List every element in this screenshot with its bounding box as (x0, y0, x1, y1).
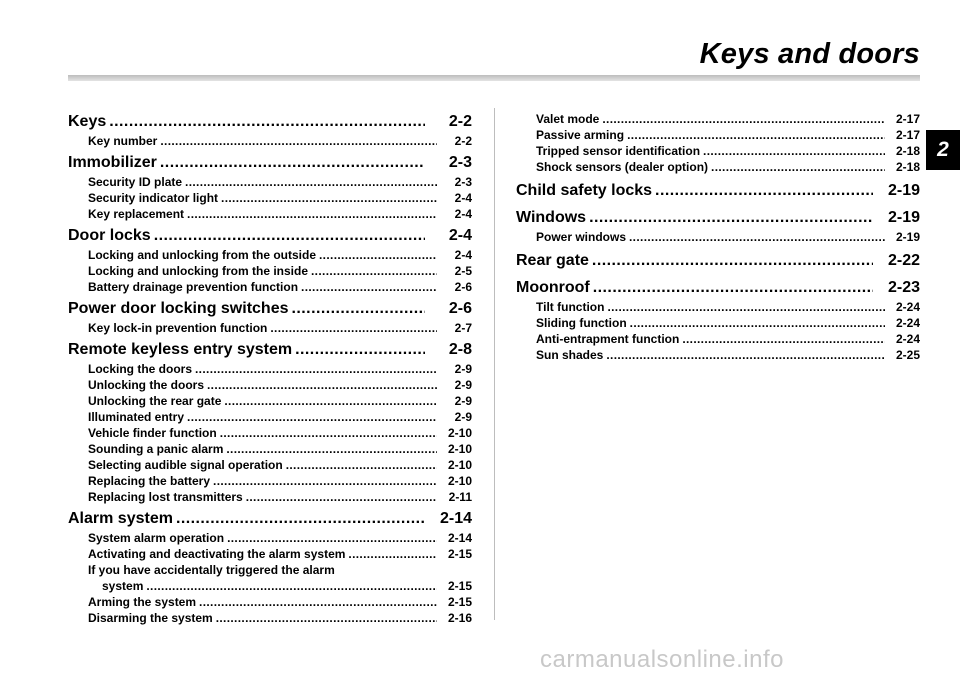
toc-item[interactable]: Key lock-in prevention function . . . 2-7 (68, 320, 472, 336)
toc-item[interactable]: Activating and deactivating the alarm system . . . 2-15 (68, 546, 472, 562)
toc-item[interactable]: Locking and unlocking from the inside . . . 2-5 (68, 263, 472, 279)
toc-section-keys[interactable]: Keys . . . 2-2 (68, 111, 472, 133)
watermark: carmanualsonline.info (540, 646, 784, 673)
toc-item[interactable]: Replacing the battery . . . 2-10 (68, 473, 472, 489)
toc-item[interactable]: Locking and unlocking from the outside . . . 2-4 (68, 247, 472, 263)
toc-item[interactable]: Anti-entrapment function . . . 2-24 (516, 331, 920, 347)
toc-item[interactable]: Vehicle finder function . . . 2-10 (68, 425, 472, 441)
toc-item[interactable]: Sounding a panic alarm . . . 2-10 (68, 441, 472, 457)
toc-item[interactable]: Sliding function . . . 2-24 (516, 315, 920, 331)
toc-item[interactable]: Passive arming . . . 2-17 (516, 127, 920, 143)
page-title: Keys and doors (699, 38, 920, 70)
toc-item[interactable]: System alarm operation . . . 2-14 (68, 530, 472, 546)
toc-item[interactable]: Tilt function . . . 2-24 (516, 299, 920, 315)
toc-section-immobilizer[interactable]: Immobilizer . . . 2-3 (68, 152, 472, 174)
toc-item[interactable]: Unlocking the doors . . . 2-9 (68, 377, 472, 393)
title-rule (68, 75, 920, 81)
toc-item[interactable]: Unlocking the rear gate . . . 2-9 (68, 393, 472, 409)
toc-item[interactable]: Arming the system . . . 2-15 (68, 594, 472, 610)
toc-item[interactable]: Illuminated entry . . . 2-9 (68, 409, 472, 425)
toc-section-power-door-locking[interactable]: Power door locking switches . . . 2-6 (68, 298, 472, 320)
column-divider (494, 108, 495, 620)
toc-item[interactable]: Key replacement . . . 2-4 (68, 206, 472, 222)
toc-item[interactable]: Sun shades . . . 2-25 (516, 347, 920, 363)
toc-item[interactable]: Battery drainage prevention function . . . 2-6 (68, 279, 472, 295)
toc-item[interactable]: Shock sensors (dealer option) . . . 2-18 (516, 159, 920, 175)
toc-item[interactable]: Security indicator light . . . 2-4 (68, 190, 472, 206)
toc-item[interactable]: Replacing lost transmitters . . . 2-11 (68, 489, 472, 505)
toc-item[interactable]: Selecting audible signal operation . . . 2-10 (68, 457, 472, 473)
toc-item-line-2[interactable]: system . . . 2-15 (68, 578, 472, 594)
toc-section-door-locks[interactable]: Door locks . . . 2-4 (68, 225, 472, 247)
toc-item[interactable]: Valet mode . . . 2-17 (516, 111, 920, 127)
toc-section-remote-keyless-entry[interactable]: Remote keyless entry system . . . 2-8 (68, 339, 472, 361)
chapter-tab[interactable]: 2 (926, 130, 960, 170)
toc-item[interactable]: Power windows . . . 2-19 (516, 229, 920, 245)
toc-section-windows[interactable]: Windows . . . 2-19 (516, 207, 920, 229)
toc-section-child-safety-locks[interactable]: Child safety locks . . . 2-19 (516, 180, 920, 202)
toc-item-line-1[interactable]: If you have accidentally triggered the alarm (88, 563, 335, 577)
toc-left-column (68, 111, 472, 626)
toc-section-rear-gate[interactable]: Rear gate . . . 2-22 (516, 250, 920, 272)
toc-right-column (516, 111, 920, 363)
toc-item[interactable]: Security ID plate . . . 2-3 (68, 174, 472, 190)
toc-section-alarm-system[interactable]: Alarm system . . . 2-14 (68, 508, 472, 530)
toc-section-moonroof[interactable]: Moonroof . . . 2-23 (516, 277, 920, 299)
toc-item[interactable]: Key number . . . 2-2 (68, 133, 472, 149)
toc-item[interactable]: Disarming the system . . . 2-16 (68, 610, 472, 626)
toc-item[interactable]: Locking the doors . . . 2-9 (68, 361, 472, 377)
toc-item[interactable]: Tripped sensor identification . . . 2-18 (516, 143, 920, 159)
